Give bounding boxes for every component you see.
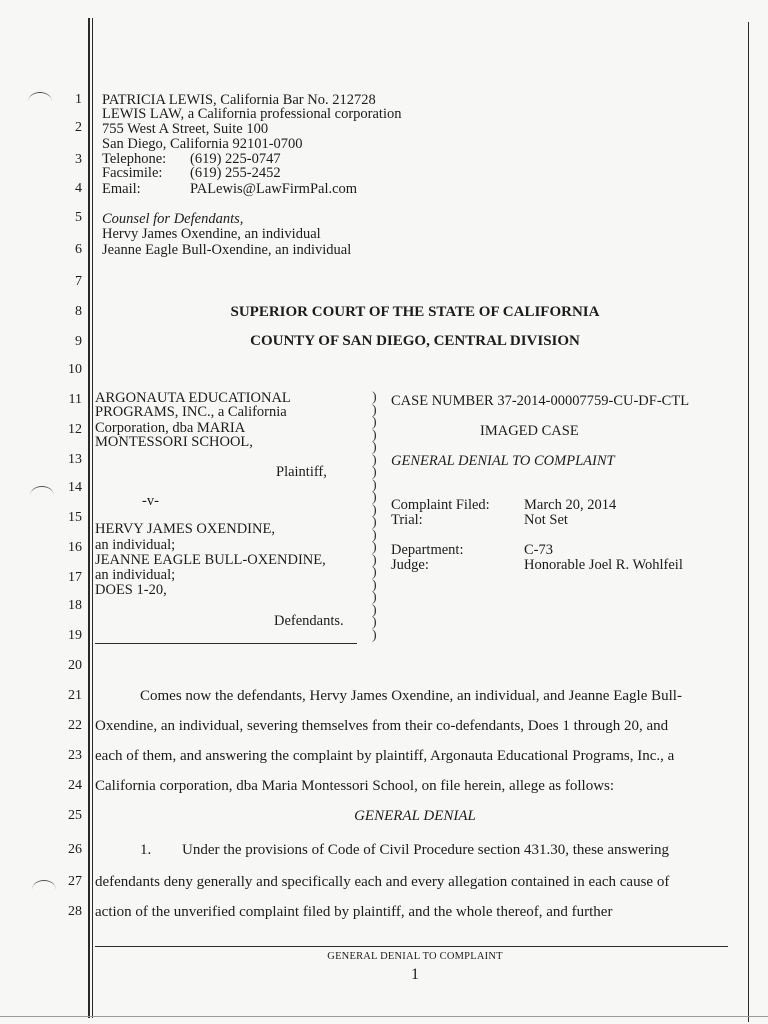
plaintiff-label: Plaintiff,: [276, 464, 327, 480]
line-number: 22: [68, 718, 82, 733]
document-title: GENERAL DENIAL TO COMPLAINT: [391, 453, 615, 469]
line-number: 27: [68, 874, 82, 889]
footer-title: GENERAL DENIAL TO COMPLAINT: [327, 951, 503, 962]
firm-street: 755 West A Street, Suite 100: [102, 121, 269, 137]
left-margin-rule: [88, 18, 90, 1018]
plaintiff-name: PROGRAMS, INC., a California: [95, 404, 287, 420]
line-number: 24: [68, 778, 82, 793]
footer-rule: [95, 946, 728, 947]
line-number: 13: [68, 452, 82, 467]
left-margin-rule-inner: [92, 18, 93, 1018]
caption-underline: [95, 643, 357, 644]
line-number: 10: [68, 362, 82, 377]
body-line: California corporation, dba Maria Montessori School, on file herein, allege as follows:: [95, 778, 615, 794]
telephone-number: (619) 225-0747: [190, 151, 281, 167]
body-line: Comes now the defendants, Hervy James Oxendine, an individual, and Jeanne Eagle Bull-: [140, 688, 682, 704]
bottom-page-rule: [0, 1016, 768, 1017]
complaint-filed-date: March 20, 2014: [524, 497, 617, 513]
line-number: 25: [68, 808, 82, 823]
body-line: Under the provisions of Code of Civil Procedure section 431.30, these answering: [182, 842, 669, 858]
line-number: 20: [68, 658, 82, 673]
body-line: action of the unverified complaint filed by plaintiff, and the whole thereof, and further: [95, 904, 613, 920]
defendant-name: HERVY JAMES OXENDINE,: [95, 521, 275, 537]
attorney-name-bar: PATRICIA LEWIS, California Bar No. 212728: [102, 92, 376, 108]
line-number: 8: [75, 304, 82, 319]
body-line: defendants deny generally and specifically each and every allegation contained in each cause of: [95, 874, 670, 890]
body-line: Oxendine, an individual, severing themselves from their co-defendants, Does 1 through 20, and: [95, 718, 669, 734]
line-number: 19: [68, 628, 82, 643]
line-number: 17: [68, 570, 82, 585]
line-number: 23: [68, 748, 82, 763]
trial-value: Not Set: [524, 512, 568, 528]
firm-name: LEWIS LAW, a California professional corporation: [102, 106, 402, 122]
line-number: 2: [75, 120, 82, 135]
line-number: 3: [75, 152, 82, 167]
line-number: 9: [75, 334, 82, 349]
judge-value: Honorable Joel R. Wohlfeil: [524, 557, 683, 573]
counsel-for-label: Counsel for Defendants,: [102, 211, 244, 227]
faint-scan-stamp: [622, 120, 642, 230]
line-number: 7: [75, 274, 82, 289]
line-number: 16: [68, 540, 82, 555]
facsimile-number: (619) 255-2452: [190, 165, 281, 181]
versus: -v-: [142, 493, 159, 509]
section-heading: GENERAL DENIAL: [354, 808, 476, 824]
facsimile-label: Facsimile:: [102, 165, 163, 181]
line-number: 21: [68, 688, 82, 703]
email-label: Email:: [102, 181, 141, 197]
case-number: CASE NUMBER 37-2014-00007759-CU-DF-CTL: [391, 393, 690, 409]
court-county: COUNTY OF SAN DIEGO, CENTRAL DIVISION: [250, 333, 580, 349]
plaintiff-name: Corporation, dba MARIA: [95, 420, 246, 436]
right-margin-rule: [748, 22, 749, 1022]
telephone-label: Telephone:: [102, 151, 167, 167]
client-name: Jeanne Eagle Bull-Oxendine, an individual: [102, 242, 352, 258]
line-number: 12: [68, 422, 82, 437]
defendant-name: an individual;: [95, 537, 176, 553]
caption-paren-column: ) ) ) ) ) ) ) ) ) ) ) ) ) ) ) ) ) ) ) ): [372, 390, 377, 643]
line-number: 1: [75, 92, 82, 107]
line-number: 5: [75, 210, 82, 225]
line-number: 26: [68, 842, 82, 857]
page-number: 1: [411, 966, 419, 983]
firm-city: San Diego, California 92101-0700: [102, 136, 303, 152]
defendant-name: DOES 1-20,: [95, 582, 167, 598]
complaint-filed-label: Complaint Filed:: [391, 497, 490, 513]
line-number: 15: [68, 510, 82, 525]
email-address: PALewis@LawFirmPal.com: [190, 181, 358, 197]
imaged-case: IMAGED CASE: [480, 423, 579, 439]
line-number: 14: [68, 480, 82, 495]
client-name: Hervy James Oxendine, an individual: [102, 226, 321, 242]
defendants-label: Defendants.: [274, 613, 344, 629]
line-number: 11: [68, 392, 82, 407]
plaintiff-name: ARGONAUTA EDUCATIONAL: [95, 390, 291, 406]
line-number: 28: [68, 904, 82, 919]
paragraph-number: 1.: [140, 842, 152, 858]
court-name: SUPERIOR COURT OF THE STATE OF CALIFORNIA: [230, 304, 600, 320]
line-number: 6: [75, 242, 82, 257]
defendant-name: JEANNE EAGLE BULL-OXENDINE,: [95, 552, 326, 568]
department-label: Department:: [391, 542, 464, 558]
line-number: 4: [75, 181, 82, 196]
body-line: each of them, and answering the complaint by plaintiff, Argonauta Educational Programs, Inc., a: [95, 748, 675, 764]
department-value: C-73: [524, 542, 553, 558]
plaintiff-name: MONTESSORI SCHOOL,: [95, 434, 253, 450]
judge-label: Judge:: [391, 557, 429, 573]
trial-label: Trial:: [391, 512, 423, 528]
line-number: 18: [68, 598, 82, 613]
defendant-name: an individual;: [95, 567, 176, 583]
